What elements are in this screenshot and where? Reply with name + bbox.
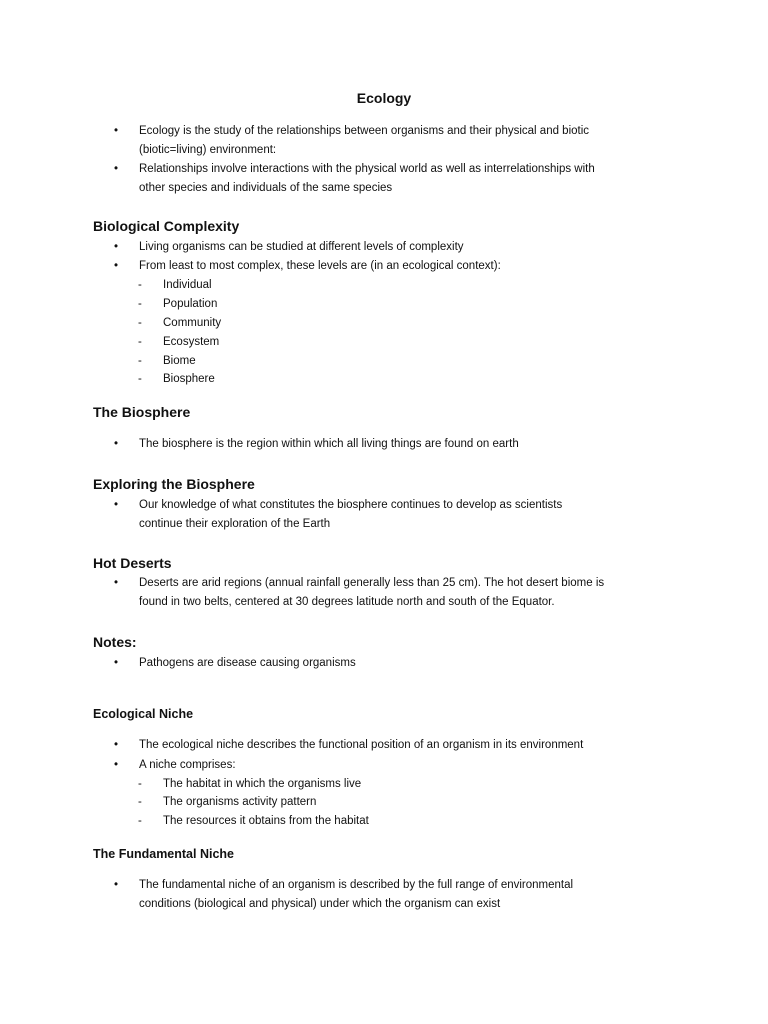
dash-mark: - [138,373,142,385]
exploring-line-1: Our knowledge of what constitutes the biosphere continues to develop as scientists [139,499,563,511]
bullet-dot: • [114,163,119,175]
heading-exploring-the-biosphere: Exploring the Biosphere [93,476,255,492]
bullet-dot: • [114,879,119,891]
intro-bullet-1-line-2: (biotic=living) environment: [139,144,277,156]
biosphere-bullet-text: The biosphere is the region within which all living things are found on earth [139,438,519,450]
dash-mark: - [138,336,142,348]
heading-biological-complexity: Biological Complexity [93,218,240,234]
bullet-dot: • [114,125,119,137]
exploring-line-2: continue their exploration of the Earth [139,518,331,530]
fundamental-niche-line-1: The fundamental niche of an organism is described by the full range of environmental [139,879,574,891]
intro-bullet-2-line-1: Relationships involve interactions with the physical world as well as interrelationships with [139,163,595,175]
heading-hot-deserts: Hot Deserts [93,555,172,571]
heading-ecological-niche: Ecological Niche [93,707,194,721]
dash-mark: - [138,778,142,790]
heading-fundamental-niche: The Fundamental Niche [93,847,234,861]
bullet-dot: • [114,577,119,589]
fundamental-niche-line-2: conditions (biological and physical) under which the organism can exist [139,898,501,910]
bullet-dot: • [114,499,119,511]
dash-mark: - [138,279,142,291]
bullet-dot: • [114,739,119,751]
dash-mark: - [138,355,142,367]
intro-bullet-2-line-2: other species and individuals of the same species [139,182,393,194]
heading-the-biosphere: The Biosphere [93,404,191,420]
bullet-dot: • [114,438,119,450]
level-label: Community [163,317,222,329]
heading-notes: Notes: [93,634,137,650]
bullet-dot: • [114,759,119,771]
level-label: Biome [163,355,196,367]
complexity-bullet-1-text: Living organisms can be studied at different levels of complexity [139,241,464,253]
niche-bullet-2-text: A niche comprises: [139,759,236,771]
level-label: Population [163,298,218,310]
notes-bullet-text: Pathogens are disease causing organisms [139,657,356,669]
dash-mark: - [138,815,142,827]
niche-item-label: The organisms activity pattern [163,796,317,808]
complexity-bullet-2-text: From least to most complex, these levels are (in an ecological context): [139,260,501,272]
level-label: Ecosystem [163,336,220,348]
bullet-dot: • [114,241,119,253]
bullet-dot: • [114,657,119,669]
niche-item-label: The habitat in which the organisms live [163,778,362,790]
niche-item-label: The resources it obtains from the habitat [163,815,369,827]
level-label: Biosphere [163,373,215,385]
intro-bullet-1-line-1: Ecology is the study of the relationships between organisms and their physical and biotic [139,125,590,137]
dash-mark: - [138,317,142,329]
level-label: Individual [163,279,212,291]
page-title: Ecology [356,90,412,106]
hot-deserts-line-2: found in two belts, centered at 30 degrees latitude north and south of the Equator. [139,596,555,608]
niche-bullet-1-text: The ecological niche describes the functional position of an organism in its environment [139,739,584,751]
hot-deserts-line-1: Deserts are arid regions (annual rainfall generally less than 25 cm). The hot desert biome is [139,577,605,589]
dash-mark: - [138,796,142,808]
dash-mark: - [138,298,142,310]
bullet-dot: • [114,260,119,272]
